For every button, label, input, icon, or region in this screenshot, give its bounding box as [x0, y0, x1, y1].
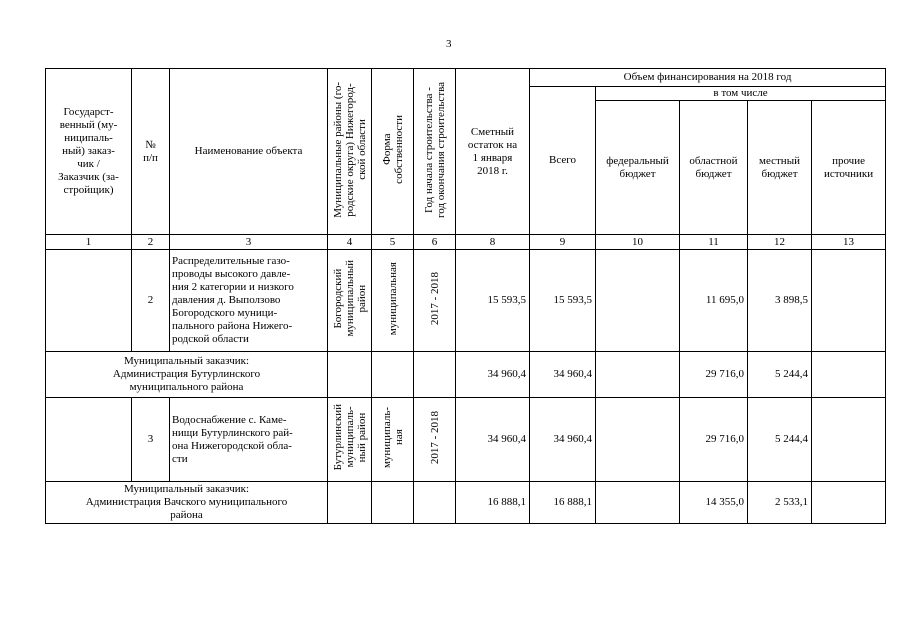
other-value — [812, 482, 886, 524]
column-number: 12 — [748, 235, 812, 250]
regional-value: 29 716,0 — [680, 398, 748, 482]
column-number: 5 — [372, 235, 414, 250]
row-no: 2 — [132, 250, 170, 352]
federal-value — [596, 250, 680, 352]
federal-value — [596, 482, 680, 524]
local-value: 3 898,5 — [748, 250, 812, 352]
header-ownership-cell — [372, 69, 414, 235]
financing-table — [45, 68, 886, 524]
page-number: 3 — [446, 38, 452, 50]
column-number: 9 — [530, 235, 596, 250]
customer-name: Муниципальный заказчик: Администрация Бутурлинского муниципального района — [46, 352, 328, 398]
years-cell — [414, 250, 456, 352]
estimate-value: 34 960,4 — [456, 352, 530, 398]
column-number: 3 — [170, 235, 328, 250]
empty-cell — [372, 482, 414, 524]
other-value — [812, 398, 886, 482]
federal-value — [596, 352, 680, 398]
column-number: 1 — [46, 235, 132, 250]
years: 2017 - 2018 — [428, 410, 441, 465]
customer-cell — [46, 250, 132, 352]
header-local: местный бюджет — [748, 101, 812, 235]
federal-value — [596, 398, 680, 482]
column-number: 10 — [596, 235, 680, 250]
empty-cell — [414, 482, 456, 524]
other-value — [812, 352, 886, 398]
regional-value: 29 716,0 — [680, 352, 748, 398]
header-customer: Государст- венный (му- ниципаль- ный) заказ- чик / Заказчик (за- стройщик) — [46, 69, 132, 235]
district-cell — [328, 250, 372, 352]
ownership: муниципальная — [386, 261, 399, 336]
customer-name: Муниципальный заказчик: Администрация Вачского муниципального района — [46, 482, 328, 524]
header-regional: областной бюджет — [680, 101, 748, 235]
local-value: 5 244,4 — [748, 352, 812, 398]
years-cell — [414, 398, 456, 482]
header-ownership: Форма собственности — [380, 115, 405, 184]
empty-cell — [328, 482, 372, 524]
empty-cell — [372, 352, 414, 398]
column-number: 4 — [328, 235, 372, 250]
header-years-cell — [414, 69, 456, 235]
row-no: 3 — [132, 398, 170, 482]
header-districts: Муниципальные районы (го- родские округа) Нижегород- ской области — [331, 81, 368, 218]
header-funding-group: Объем финансирования на 2018 год — [530, 69, 886, 87]
regional-value: 14 355,0 — [680, 482, 748, 524]
column-number: 8 — [456, 235, 530, 250]
header-row-1 — [46, 69, 886, 87]
table-row — [46, 250, 886, 352]
customer-summary-row — [46, 352, 886, 398]
header-total: Всего — [530, 87, 596, 235]
header-years: Год начала строительства - год окончания строительства — [422, 81, 447, 218]
total-value: 15 593,5 — [530, 250, 596, 352]
customer-summary-row — [46, 482, 886, 524]
ownership: муниципаль- ная — [380, 406, 405, 469]
header-including: в том числе — [596, 87, 886, 101]
estimate-value: 15 593,5 — [456, 250, 530, 352]
column-number: 11 — [680, 235, 748, 250]
empty-cell — [328, 352, 372, 398]
ownership-cell — [372, 398, 414, 482]
other-value — [812, 250, 886, 352]
district-cell — [328, 398, 372, 482]
column-number: 6 — [414, 235, 456, 250]
district: Бутурлинский муниципаль- ный район — [331, 404, 368, 471]
regional-value: 11 695,0 — [680, 250, 748, 352]
estimate-value: 34 960,4 — [456, 398, 530, 482]
header-no: № п/п — [132, 69, 170, 235]
years: 2017 - 2018 — [428, 271, 441, 326]
header-other: прочие источники — [812, 101, 886, 235]
total-value: 34 960,4 — [530, 398, 596, 482]
column-number: 13 — [812, 235, 886, 250]
customer-cell — [46, 398, 132, 482]
estimate-value: 16 888,1 — [456, 482, 530, 524]
local-value: 5 244,4 — [748, 398, 812, 482]
district: Богородский муниципальный район — [331, 260, 368, 337]
column-number: 2 — [132, 235, 170, 250]
total-value: 34 960,4 — [530, 352, 596, 398]
column-numbers-row — [46, 235, 886, 250]
header-estimate: Сметный остаток на 1 января 2018 г. — [456, 69, 530, 235]
empty-cell — [414, 352, 456, 398]
local-value: 2 533,1 — [748, 482, 812, 524]
header-federal: федеральный бюджет — [596, 101, 680, 235]
total-value: 16 888,1 — [530, 482, 596, 524]
ownership-cell — [372, 250, 414, 352]
object-name: Распределительные газо- проводы высокого давле- ния 2 категории и низкого давления д. Выползово Богородского муници- пального района Нижего- родской области — [170, 250, 328, 352]
header-object-name: Наименование объекта — [170, 69, 328, 235]
table-row — [46, 398, 886, 482]
header-districts-cell — [328, 69, 372, 235]
object-name: Водоснабжение с. Каме- нищи Бутурлинского рай- она Нижегородской обла- сти — [170, 398, 328, 482]
